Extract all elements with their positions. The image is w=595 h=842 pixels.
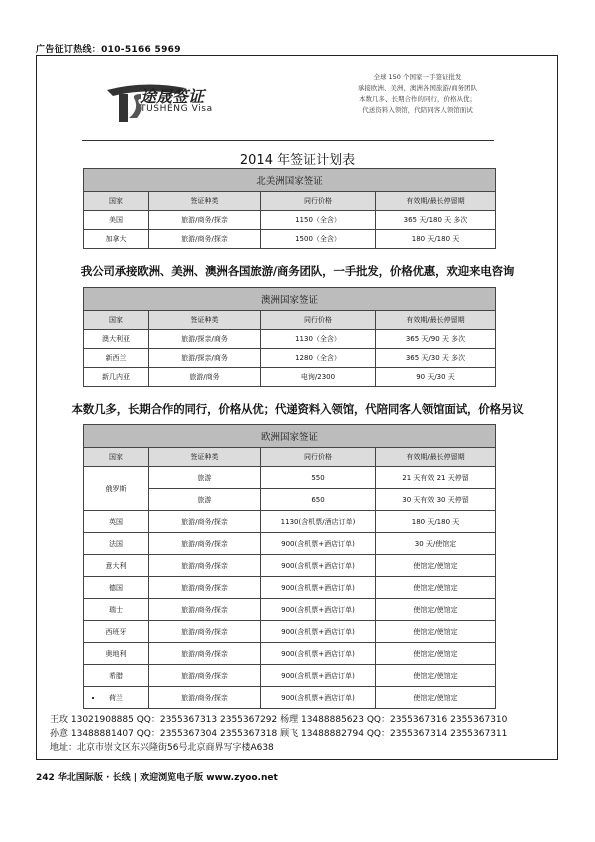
country-cell: 奥地利 xyxy=(84,643,149,665)
table-row xyxy=(84,533,496,555)
slogan-line: 代送资料入领馆，代陪同客人领馆面试 xyxy=(362,106,473,114)
price-cell: 550 xyxy=(261,467,376,489)
price-cell: 900(含机票+酒店订单) xyxy=(261,687,376,709)
visa-type-cell: 旅游/商务/探亲 xyxy=(149,621,261,643)
validity-cell: 使馆定/使馆定 xyxy=(376,577,496,599)
price-cell: 1150（全含） xyxy=(261,211,376,230)
price-cell: 1500（全含） xyxy=(261,230,376,249)
country-cell: 新西兰 xyxy=(84,349,149,368)
visa-type-cell: 旅游/商务/探亲 xyxy=(149,577,261,599)
decorative-dot xyxy=(92,697,94,699)
promo-line: 我公司承接欧洲、美洲、澳洲各国旅游/商务团队，一手批发，价格优惠，欢迎来电咨询 xyxy=(80,264,515,278)
visa-type-cell: 旅游/商务/探亲 xyxy=(149,665,261,687)
table-title: 北美洲国家签证 xyxy=(84,169,496,192)
slogan-line: 本数几多、长期合作的同行，价格从优； xyxy=(359,95,476,103)
validity-cell: 21 天有效 21 天停留 xyxy=(376,467,496,489)
price-cell: 1280（全含） xyxy=(261,349,376,368)
validity-cell: 90 天/30 天 xyxy=(376,368,496,387)
price-cell: 900(含机票+酒店订单) xyxy=(261,665,376,687)
country-cell: 瑞士 xyxy=(84,599,149,621)
logo-chinese: 途晟签证 xyxy=(140,87,205,106)
validity-cell: 180 天/180 天 xyxy=(376,511,496,533)
table-row xyxy=(84,687,496,709)
price-cell: 1130(含机票/酒店订单) xyxy=(261,511,376,533)
visa-type-cell: 旅游/探亲/商务 xyxy=(149,349,261,368)
visa-type-cell: 旅游/商务/探亲 xyxy=(149,599,261,621)
ad-hotline: 广告征订热线：010-5166 5969 xyxy=(36,45,181,55)
validity-cell: 365 天/90 天 多次 xyxy=(376,330,496,349)
price-cell: 900(含机票+酒店订单) xyxy=(261,533,376,555)
visa-type-cell: 旅游/商务 xyxy=(149,368,261,387)
table-row xyxy=(84,599,496,621)
country-cell: 希腊 xyxy=(84,665,149,687)
price-cell: 电询/2300 xyxy=(261,368,376,387)
validity-cell: 365 天/30 天 多次 xyxy=(376,349,496,368)
table-row xyxy=(84,349,496,368)
logo-english: TUSHENG Visa xyxy=(140,104,213,114)
europe-table xyxy=(83,424,496,709)
promo-line: 本数几多，长期合作的同行，价格从优；代递资料入领馆，代陪同客人领馆面试，价格另议 xyxy=(71,402,524,416)
table-row xyxy=(84,211,496,230)
price-cell: 900(含机票+酒店订单) xyxy=(261,577,376,599)
oceania-table xyxy=(83,287,496,387)
price-cell: 650 xyxy=(261,489,376,511)
col-validity: 有效期/最长停留期 xyxy=(376,448,496,467)
country-cell: 荷兰 xyxy=(84,687,149,709)
table-row xyxy=(84,643,496,665)
country-cell: 法国 xyxy=(84,533,149,555)
price-cell: 900(含机票+酒店订单) xyxy=(261,599,376,621)
table-row xyxy=(84,621,496,643)
table-row xyxy=(84,330,496,349)
table-row xyxy=(84,511,496,533)
visa-type-cell: 旅游/商务/探亲 xyxy=(149,687,261,709)
validity-cell: 使馆定/使馆定 xyxy=(376,621,496,643)
page-footer: 242 华北国际版 · 长线 | 欢迎浏览电子版 www.zyoo.net xyxy=(36,773,278,783)
visa-type-cell: 旅游/商务/探亲 xyxy=(149,211,261,230)
contact-line: 孙意 13488881407 QQ：2355367304 2355367318 顾飞 13488882794 QQ：2355367314 2355367311 xyxy=(50,729,508,739)
validity-cell: 使馆定/使馆定 xyxy=(376,687,496,709)
north-america-table xyxy=(83,168,496,249)
visa-type-cell: 旅游 xyxy=(149,489,261,511)
price-cell: 1130（全含） xyxy=(261,330,376,349)
visa-type-cell: 旅游/商务/探亲 xyxy=(149,511,261,533)
table-row xyxy=(84,368,496,387)
validity-cell: 使馆定/使馆定 xyxy=(376,643,496,665)
col-validity: 有效期/最长停留期 xyxy=(376,311,496,330)
price-cell: 900(含机票+酒店订单) xyxy=(261,555,376,577)
country-cell: 加拿大 xyxy=(84,230,149,249)
country-cell: 澳大利亚 xyxy=(84,330,149,349)
table-row xyxy=(84,467,496,489)
table-row xyxy=(84,230,496,249)
validity-cell: 30 天有效 30 天停留 xyxy=(376,489,496,511)
visa-type-cell: 旅游/商务/探亲 xyxy=(149,230,261,249)
table-row xyxy=(84,577,496,599)
slogan-line: 承接欧洲、美洲、澳洲各国旅游/商务团队 xyxy=(357,84,478,92)
validity-cell: 180 天/180 天 xyxy=(376,230,496,249)
col-price: 同行价格 xyxy=(261,192,376,211)
col-country: 国家 xyxy=(84,311,149,330)
country-cell: 德国 xyxy=(84,577,149,599)
col-country: 国家 xyxy=(84,448,149,467)
validity-cell: 30 天/使馆定 xyxy=(376,533,496,555)
slogan-line: 全球 150 个国家一手签证批发 xyxy=(373,73,462,81)
country-cell: 英国 xyxy=(84,511,149,533)
col-visa-type: 签证种类 xyxy=(149,192,261,211)
col-validity: 有效期/最长停留期 xyxy=(376,192,496,211)
table-row xyxy=(84,555,496,577)
validity-cell: 使馆定/使馆定 xyxy=(376,665,496,687)
table-title: 澳洲国家签证 xyxy=(84,288,496,311)
plan-title: 2014 年签证计划表 xyxy=(239,153,356,168)
country-cell: 西班牙 xyxy=(84,621,149,643)
validity-cell: 使馆定/使馆定 xyxy=(376,555,496,577)
divider xyxy=(82,140,494,141)
col-visa-type: 签证种类 xyxy=(149,311,261,330)
table-row xyxy=(84,665,496,687)
country-cell: 俄罗斯 xyxy=(84,467,149,511)
price-cell: 900(含机票+酒店订单) xyxy=(261,621,376,643)
contact-block xyxy=(50,713,507,755)
visa-type-cell: 旅游/商务/探亲 xyxy=(149,533,261,555)
contact-line: 王玫 13021908885 QQ：2355367313 2355367292 杨理 13488885623 QQ：2355367316 2355367310 xyxy=(50,715,508,725)
col-visa-type: 签证种类 xyxy=(149,448,261,467)
visa-type-cell: 旅游/商务/探亲 xyxy=(149,643,261,665)
slogan-block xyxy=(330,72,505,116)
col-country: 国家 xyxy=(84,192,149,211)
price-cell: 900(含机票+酒店订单) xyxy=(261,643,376,665)
country-cell: 新几内亚 xyxy=(84,368,149,387)
visa-type-cell: 旅游/商务/探亲 xyxy=(149,555,261,577)
visa-type-cell: 旅游 xyxy=(149,467,261,489)
col-price: 同行价格 xyxy=(261,311,376,330)
address-line: 地址：北京市崇文区东兴隆街56号北京商界写字楼A638 xyxy=(50,743,274,753)
table-title: 欧洲国家签证 xyxy=(84,425,496,448)
validity-cell: 365 天/180 天 多次 xyxy=(376,211,496,230)
col-price: 同行价格 xyxy=(261,448,376,467)
visa-type-cell: 旅游/探亲/商务 xyxy=(149,330,261,349)
country-cell: 美国 xyxy=(84,211,149,230)
validity-cell: 使馆定/使馆定 xyxy=(376,599,496,621)
country-cell: 意大利 xyxy=(84,555,149,577)
